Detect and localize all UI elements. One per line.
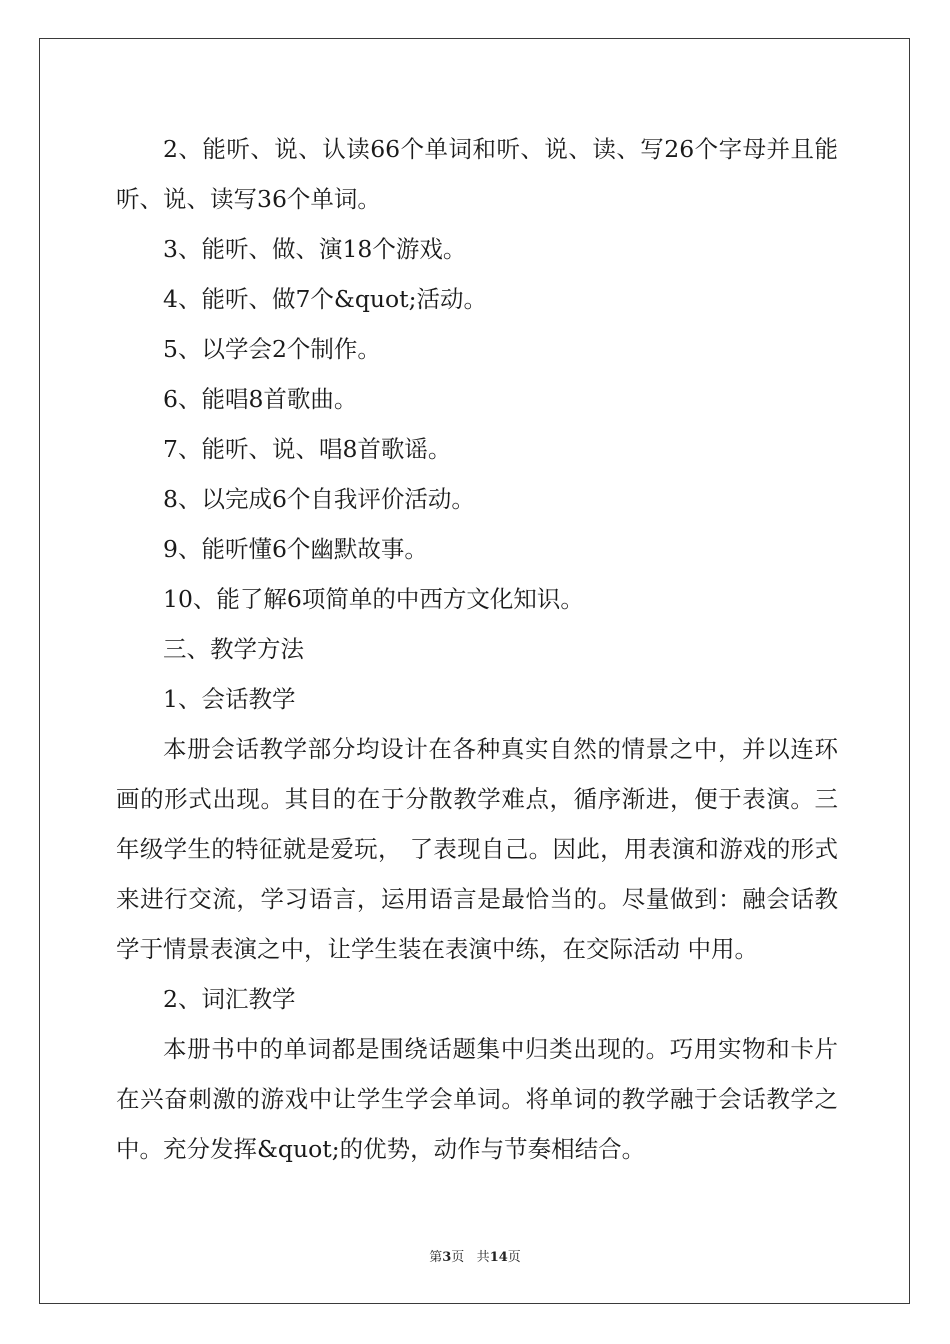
paragraph: 本册会话教学部分均设计在各种真实自然的情景之中，并以连环画的形式出现。其目的在于分散教学难点，循序渐进，便于表演。三年级学生的特征就是爱玩， 了表现自己。因此，用表演和游戏的形式来进行交流，学习语言，运用语言是最恰当的。尽量做到：融会话教学于情景表演之中，让学生装在表演中练，在交际活动 中用。 [116,735,838,963]
paragraph: 2、能听、说、认读66个单词和听、说、读、写26个字母并且能听、说、读写36个单词。 [116,135,838,213]
paragraph: 8、以完成6个自我评价活动。 [163,485,475,513]
total-pages: 14 [489,1250,508,1265]
paragraph: 5、以学会2个制作。 [163,335,381,363]
page-footer [0,1246,950,1265]
section-heading: 三、教学方法 [163,635,304,663]
paragraph: 9、能听懂6个幽默故事。 [163,535,428,563]
total-prefix: 共 [476,1250,490,1265]
paragraph: 3、能听、做、演18个游戏。 [163,235,467,263]
document-body [116,124,838,1174]
page-label-suffix: 页 [451,1250,465,1265]
paragraph: 6、能唱8首歌曲。 [163,385,358,413]
paragraph: 本册书中的单词都是围绕话题集中归类出现的。巧用实物和卡片在兴奋刺激的游戏中让学生学会单词。将单词的教学融于会话教学之中。充分发挥&quot;的优势，动作与节奏相结合。 [116,1035,838,1163]
subsection-heading: 2、词汇教学 [163,985,296,1013]
page-number: 3 [442,1250,452,1265]
total-suffix: 页 [507,1250,521,1265]
page-label-prefix: 第 [429,1250,443,1265]
paragraph: 4、能听、做7个&quot;活动。 [163,285,488,313]
paragraph: 7、能听、说、唱8首歌谣。 [163,435,452,463]
subsection-heading: 1、会话教学 [163,685,296,713]
paragraph: 10、能了解6项简单的中西方文化知识。 [163,585,584,613]
